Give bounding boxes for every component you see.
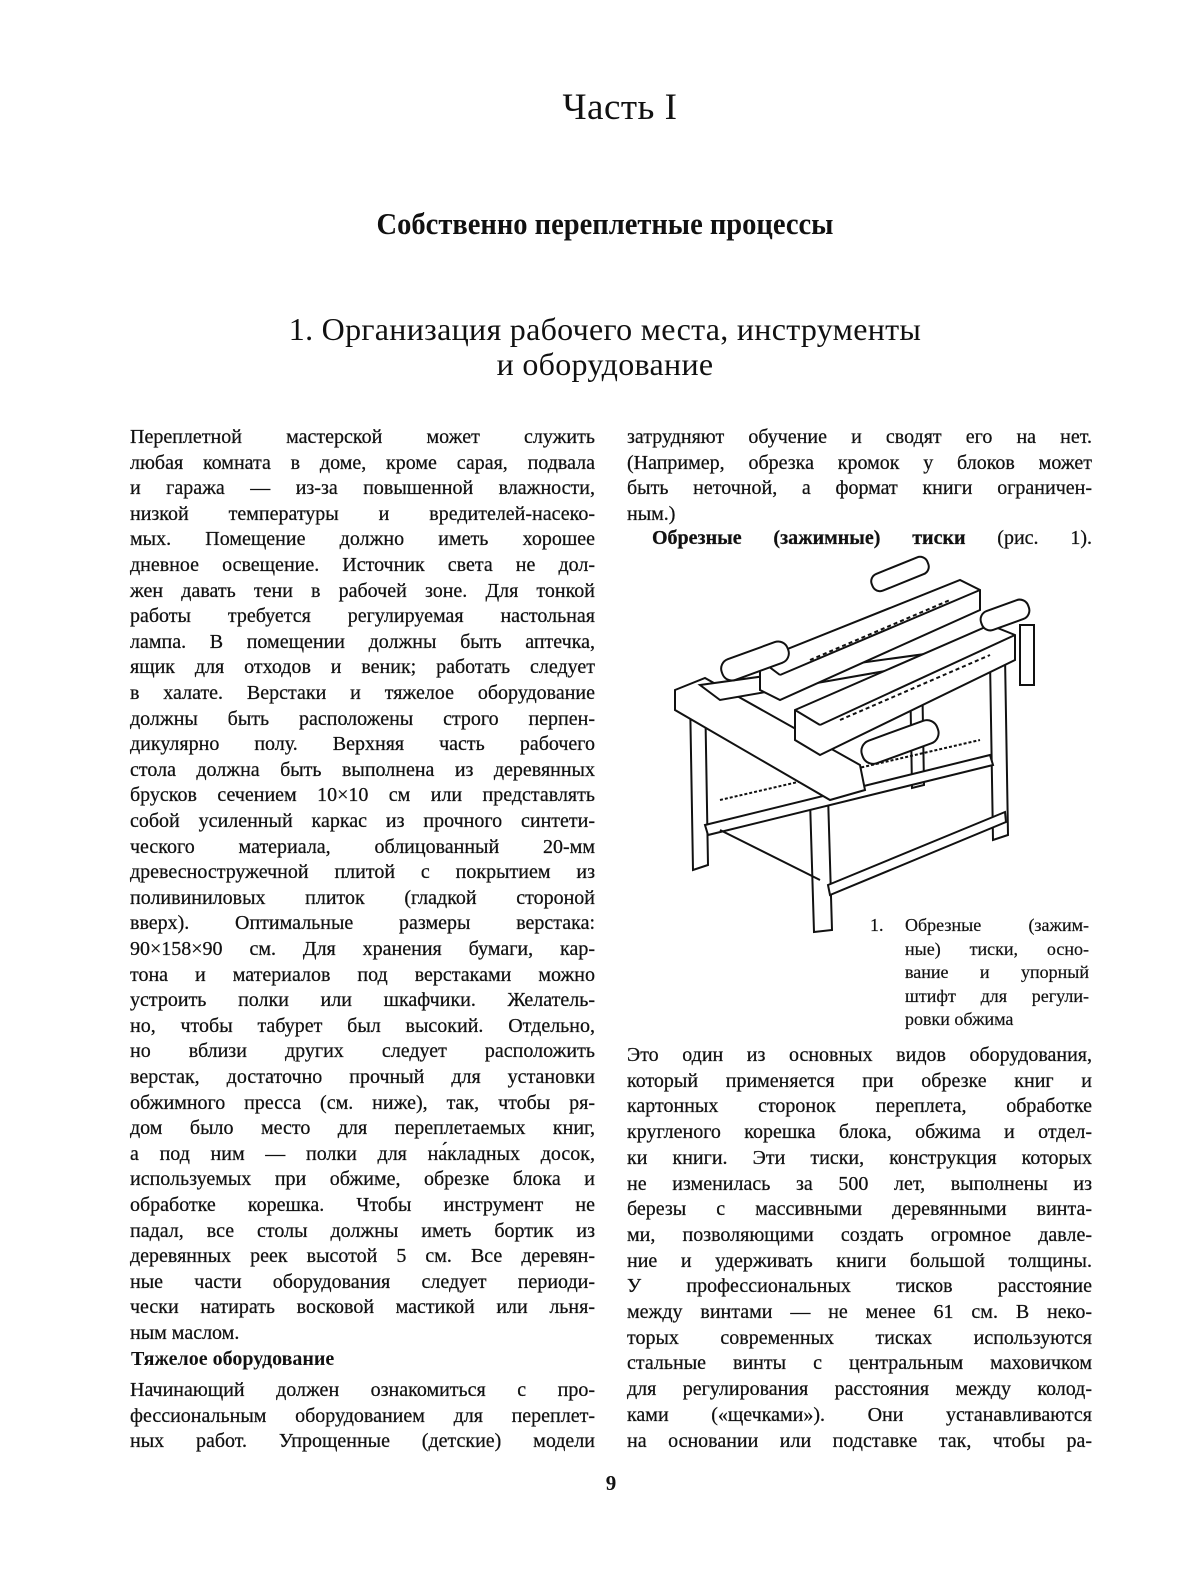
caption-line: вание и упорный	[905, 962, 1089, 982]
text-line: быть неточной, а формат книги ограничен-	[627, 477, 1092, 500]
text-line: вверх). Оптимальные размеры верстака:	[130, 912, 595, 935]
text-line: фессиональным оборудованием для переплет-	[130, 1404, 595, 1427]
text-line: обжимного пресса (см. ниже), так, чтобы ря-	[130, 1091, 595, 1114]
subheading-trimming-vise	[652, 526, 1092, 551]
text-line: стола должна быть выполнена из деревянных	[130, 758, 595, 781]
text-line: Переплетной мастерской может служить	[130, 426, 595, 448]
text-line: стальные винты с центральным маховичком	[627, 1352, 1092, 1375]
subheading-bold: Обрезные (зажимные) тиски	[652, 527, 966, 549]
text-line: собой усиленный каркас из прочного синтети-	[130, 810, 595, 832]
text-line: ных работ. Упрощенные (детские) модели	[130, 1430, 595, 1453]
chapter-title-line-1: 1. Организация рабочего места, инструменты	[288, 311, 922, 347]
caption-line: Обрезные (зажим-	[905, 915, 1089, 935]
text-line: дикулярно полу. Верхняя часть рабочего	[130, 733, 595, 756]
text-line: затрудняют обучение и сводят его на нет.	[627, 426, 1092, 448]
caption-line: ровки обжима	[905, 1009, 1014, 1029]
text-line: дом было место для переплетаемых книг,	[130, 1117, 595, 1140]
text-line: мых. Помещение должно иметь хорошее	[130, 528, 595, 551]
text-line: тона и материалов под верстаками можно	[130, 963, 595, 986]
text-line: березы с массивными деревянными винта-	[627, 1198, 1092, 1221]
text-line: устроить полки или шкафчики. Желатель-	[130, 989, 595, 1012]
text-line: падал, все столы должны иметь бортик из	[130, 1219, 595, 1242]
text-line: любая комната в доме, кроме сарая, подвала	[130, 451, 595, 474]
caption-line: штифт для регули-	[905, 985, 1089, 1006]
vise-screw	[869, 554, 931, 593]
text-line: ящик для отходов и веник; работать следует	[130, 656, 595, 679]
text-line: чески натирать восковой мастикой или льня-	[130, 1296, 595, 1319]
text-line: низкой температуры и вредителей-насеко-	[130, 502, 595, 525]
text-line: Это один из основных видов оборудования,	[627, 1044, 1092, 1066]
text-line: картонных сторонок переплета, обработке	[627, 1095, 1092, 1118]
text-line: на основании или подставке так, чтобы ра-	[627, 1429, 1092, 1452]
text-line: древесностружечной плитой с покрытием из	[130, 861, 595, 884]
text-line: У профессиональных тисков расстояние	[627, 1275, 1092, 1298]
text-line: ки книги. Эти тиски, конструкция которых	[627, 1146, 1092, 1169]
caption-line: ные) тиски, осно-	[905, 938, 1089, 959]
text-line: но вблизи других следует расположить	[130, 1040, 595, 1063]
text-line: ным.)	[627, 502, 676, 525]
text-line: который применяется при обрезке книг и	[627, 1069, 1092, 1092]
page-number: 9	[605, 1471, 617, 1495]
text-line: жен давать тени в рабочей зоне. Для тонкой	[130, 579, 595, 602]
part-title: Часть I	[562, 87, 678, 128]
text-line: ками («щечками»). Они устанавливаются	[627, 1403, 1092, 1426]
text-line: деревянных реек высотой 5 см. Все деревян-	[130, 1245, 595, 1268]
text-line: обработке корешка. Чтобы инструмент не	[130, 1194, 595, 1216]
text-line: для регулирования расстояния между колод-	[627, 1378, 1092, 1401]
text-line: дневное освещение. Источник света не дол-	[130, 554, 595, 576]
text-line: ми, позволяющими создать огромное давле-	[627, 1223, 1092, 1246]
text-line: и гаража — из-за повышенной влажности,	[130, 477, 595, 500]
subheading-heavy-equipment: Тяжелое оборудование	[131, 1348, 335, 1370]
figure-vise-illustration	[660, 550, 1050, 935]
text-line: ческого материала, облицованный 20-мм	[130, 835, 595, 858]
text-line: кругленого корешка блока, обжима и отдел-	[627, 1121, 1092, 1144]
text-line: ние и удерживать книги большой толщины.	[627, 1249, 1092, 1272]
text-line: торых современных тисках используются	[627, 1326, 1092, 1349]
text-line: поливиниловых плиток (гладкой стороной	[130, 886, 595, 909]
text-line: ным маслом.	[130, 1322, 240, 1344]
text-line: должны быть расположены строго перпен-	[130, 707, 595, 730]
text-line: работы требуется регулируемая настольная	[130, 605, 595, 628]
text-line: между винтами — не менее 61 см. В неко-	[627, 1301, 1092, 1323]
figure-number: 1.	[870, 915, 884, 935]
text-line: но, чтобы табурет был высокий. Отдельно,	[130, 1014, 595, 1037]
text-line: лампа. В помещении должны быть аптечка,	[130, 630, 595, 653]
text-line: ные части оборудования следует периоди-	[130, 1270, 595, 1293]
section-title: Собственно переплетные процессы	[376, 206, 834, 241]
chapter-title-line-2: и оборудование	[496, 346, 714, 382]
text-line: Начинающий должен ознакомиться с про-	[130, 1379, 595, 1401]
text-line: а под ним — полки для на́кладных досок,	[130, 1142, 595, 1165]
text-line: не изменилась за 500 лет, выполнены из	[627, 1172, 1092, 1195]
text-line: (Например, обрезка кромок у блоков может	[627, 451, 1092, 474]
text-line: используемых при обжиме, обрезке блока и	[130, 1168, 595, 1191]
stop-pin	[1020, 625, 1034, 685]
stand-leg	[810, 795, 832, 932]
figure-reference: (рис. 1).	[997, 527, 1092, 549]
text-line: 90×158×90 см. Для хранения бумаги, кар-	[130, 938, 595, 960]
text-line: верстак, достаточно прочный для установки	[130, 1066, 595, 1088]
text-line: в халате. Верстаки и тяжелое оборудование	[130, 682, 595, 704]
text-line: брусков сечением 10×10 см или представлять	[130, 784, 595, 807]
stand-rail	[828, 812, 1006, 895]
